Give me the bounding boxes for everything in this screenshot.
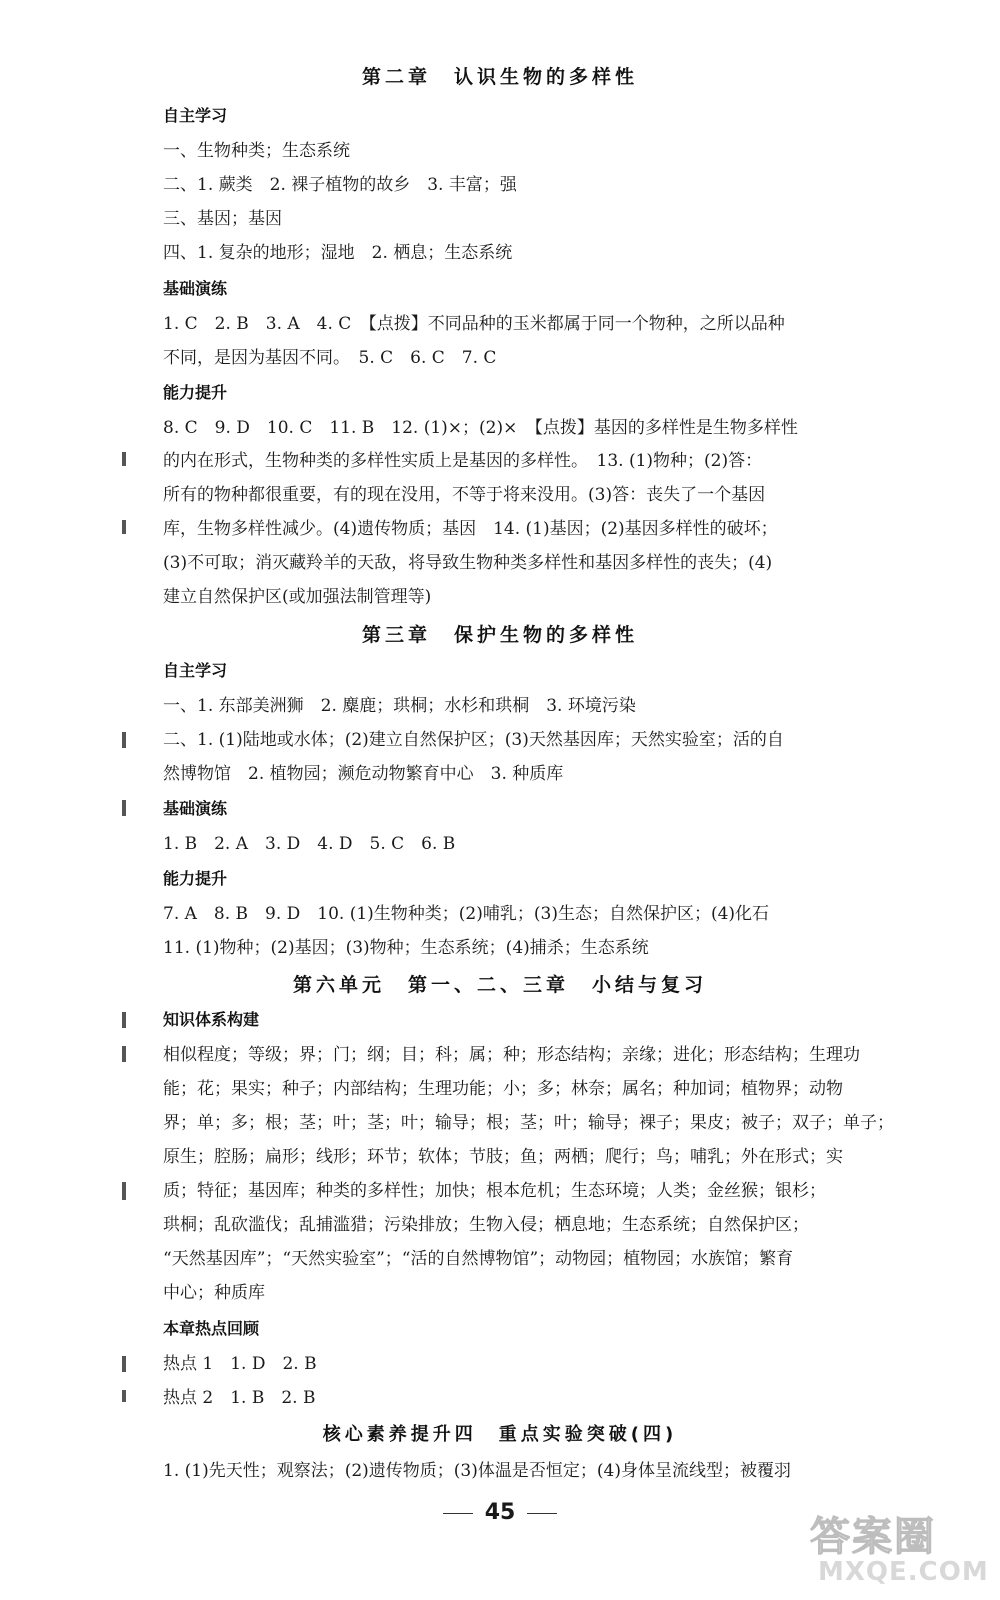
ch2-ability-heading: 能力提升 <box>163 383 228 402</box>
margin-mark <box>122 452 126 466</box>
margin-mark <box>122 1012 126 1028</box>
ch3-ability-line: 11. (1)物种；(2)基因；(3)物种；生态系统；(4)捕杀；生态系统 <box>163 938 649 958</box>
ch2-basic-heading: 基础演练 <box>163 279 228 298</box>
unit6-knowledge-line: 能；花；果实；种子；内部结构；生理功能；小；多；林奈；属名；种加词；植物界；动物 <box>163 1079 843 1099</box>
ch2-self-line: 四、1. 复杂的地形；湿地 2. 栖息；生态系统 <box>163 243 513 263</box>
ch3-ability-heading: 能力提升 <box>163 869 228 888</box>
page-number-text: 45 <box>484 1500 516 1525</box>
chapter2-title: 第二章 认识生物的多样性 <box>361 66 638 88</box>
ch3-self-study-heading: 自主学习 <box>163 661 228 680</box>
ch2-self-study-heading: 自主学习 <box>163 106 228 125</box>
ch2-basic-line: 1. C 2. B 3. A 4. C 【点拨】不同品种的玉米都属于同一个物种，之所以品种 <box>163 314 785 334</box>
unit6-knowledge-line: 中心；种质库 <box>163 1283 265 1303</box>
watermark-top: 答案圈 <box>810 1514 936 1560</box>
unit6-title: 第六单元 第一、二、三章 小结与复习 <box>292 974 707 996</box>
footer-dash <box>443 1513 473 1514</box>
unit6-knowledge-line: “天然基因库”；“天然实验室”；“活的自然博物馆”；动物园；植物园；水族馆；繁育 <box>163 1249 794 1269</box>
ch3-basic-heading: 基础演练 <box>163 799 228 818</box>
ch3-self-line: 二、1. (1)陆地或水体；(2)建立自然保护区；(3)天然基因库；天然实验室；活的自 <box>163 730 784 750</box>
unit6-knowledge-line: 珙桐；乱砍滥伐；乱捕滥猎；污染排放；生物入侵；栖息地；生态系统；自然保护区； <box>163 1215 809 1235</box>
watermark-bottom: MXQE.COM <box>818 1557 989 1587</box>
ch3-self-line: 然博物馆 2. 植物园；濒危动物繁育中心 3. 种质库 <box>163 764 564 784</box>
ch2-ability-line: 建立自然保护区(或加强法制管理等) <box>163 587 432 607</box>
unit6-knowledge-heading: 知识体系构建 <box>163 1010 260 1029</box>
watermark-logo <box>810 1505 989 1595</box>
ch2-self-line: 二、1. 蕨类 2. 裸子植物的故乡 3. 丰富；强 <box>163 175 517 195</box>
margin-mark <box>122 1390 126 1402</box>
margin-mark <box>122 1046 126 1062</box>
margin-mark <box>122 520 126 534</box>
ch2-self-line: 三、基因；基因 <box>163 209 282 229</box>
ch2-ability-line: (3)不可取；消灭藏羚羊的天敌，将导致生物种类多样性和基因多样性的丧失；(4) <box>163 553 773 573</box>
unit6-knowledge-line: 原生；腔肠；扁形；线形；环节；软体；节肢；鱼；两栖；爬行；鸟；哺乳；外在形式；实 <box>163 1147 843 1167</box>
unit6-knowledge-line: 相似程度；等级；界；门；纲；目；科；属；种；形态结构；亲缘；进化；形态结构；生理功 <box>163 1045 860 1065</box>
ch2-ability-line: 所有的物种都很重要，有的现在没用，不等于将来没用。(3)答：丧失了一个基因 <box>163 485 766 505</box>
unit6-knowledge-line: 质；特征；基因库；种类的多样性；加快；根本危机；生态环境；人类；金丝猴；银杉； <box>163 1181 826 1201</box>
ch2-basic-line: 不同，是因为基因不同。 5. C 6. C 7. C <box>163 348 497 368</box>
core-line: 1. (1)先天性；观察法；(2)遗传物质；(3)体温是否恒定；(4)身体呈流线型；被覆羽 <box>163 1461 791 1481</box>
margin-mark <box>122 800 126 816</box>
ch2-ability-line: 库，生物多样性减少。(4)遗传物质；基因 14. (1)基因；(2)基因多样性的破坏； <box>163 519 778 539</box>
hotspot-line: 热点 2 1. B 2. B <box>163 1388 316 1408</box>
core-title: 核心素养提升四 重点实验突破(四) <box>322 1424 678 1445</box>
unit6-knowledge-line: 界；单；多；根；茎；叶；茎；叶；输导；根；茎；叶；输导；裸子；果皮；被子；双子；单子； <box>163 1113 894 1133</box>
unit6-hotspots-heading: 本章热点回顾 <box>163 1319 260 1338</box>
ch3-self-line: 一、1. 东部美洲狮 2. 麋鹿；珙桐；水杉和珙桐 3. 环境污染 <box>163 696 636 716</box>
ch2-ability-line: 8. C 9. D 10. C 11. B 12. (1)×；(2)× 【点拨】基因的多样性是生物多样性 <box>163 418 798 438</box>
footer-dash <box>527 1513 557 1514</box>
margin-mark <box>122 1356 126 1372</box>
margin-mark <box>122 1182 126 1200</box>
chapter3-title: 第三章 保护生物的多样性 <box>361 624 638 646</box>
margin-mark <box>122 732 126 748</box>
hotspot-line: 热点 1 1. D 2. B <box>163 1354 317 1374</box>
ch2-self-line: 一、生物种类；生态系统 <box>163 141 350 161</box>
ch2-ability-line: 的内在形式，生物种类的多样性实质上是基因的多样性。 13. (1)物种；(2)答： <box>163 451 763 471</box>
ch3-basic-line: 1. B 2. A 3. D 4. D 5. C 6. B <box>163 834 456 854</box>
ch3-ability-line: 7. A 8. B 9. D 10. (1)生物种类；(2)哺乳；(3)生态；自然保护区；(4)化石 <box>163 904 770 924</box>
